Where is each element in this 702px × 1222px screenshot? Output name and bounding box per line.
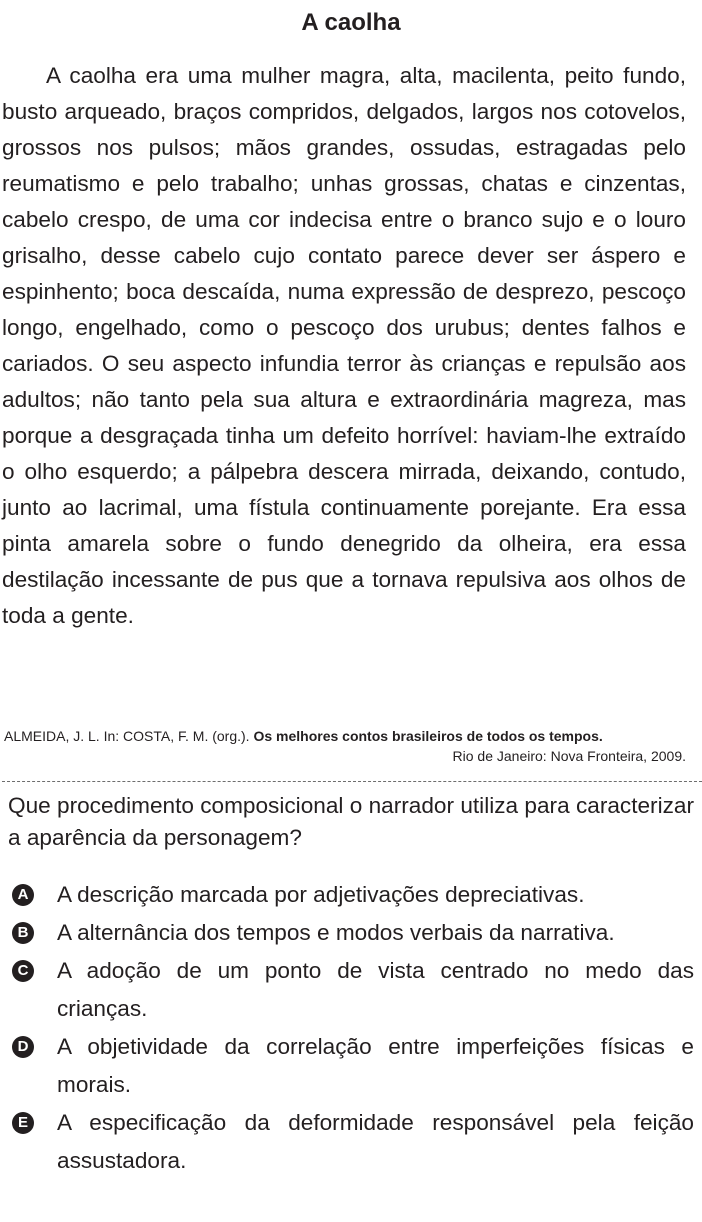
- question-text: Que procedimento composicional o narrador utiliza para caracterizar a aparência da personagem?: [8, 793, 694, 850]
- option-text: A descrição marcada por adjetivações depreciativas.: [57, 882, 585, 907]
- source-book-title: Os melhores contos brasileiros de todos os tempos.: [253, 728, 603, 744]
- source-citation: [4, 726, 686, 766]
- option-letter-badge: E: [12, 1112, 34, 1134]
- option-letter-badge: D: [12, 1036, 34, 1058]
- option-e[interactable]: [12, 1104, 694, 1180]
- dashed-divider: [2, 781, 702, 782]
- option-text: A especificação da deformidade responsável pela feição assustadora.: [57, 1110, 694, 1173]
- source-publisher: Rio de Janeiro: Nova Fronteira, 2009.: [452, 748, 686, 764]
- answer-options: [12, 876, 694, 1180]
- passage-title: A caolha: [301, 9, 401, 36]
- option-c[interactable]: [12, 952, 694, 1028]
- option-text: A alternância dos tempos e modos verbais da narrativa.: [57, 920, 615, 945]
- option-text: A adoção de um ponto de vista centrado no medo das crianças.: [57, 958, 694, 1021]
- option-b[interactable]: [12, 914, 694, 952]
- option-letter-badge: A: [12, 884, 34, 906]
- option-letter-badge: C: [12, 960, 34, 982]
- option-a[interactable]: [12, 876, 694, 914]
- option-d[interactable]: [12, 1028, 694, 1104]
- source-prefix: ALMEIDA, J. L. In: COSTA, F. M. (org.).: [4, 728, 254, 744]
- option-text: A objetividade da correlação entre imperfeições físicas e morais.: [57, 1034, 694, 1097]
- passage-text: A caolha era uma mulher magra, alta, macilenta, peito fundo, busto arqueado, braços compridos, delgados, largos nos cotovelos, grossos nos pulsos; mãos grandes, ossudas, estragadas pelo reumatismo e pelo trabalho; unhas grossas, chatas e cinzentas, cabelo crespo, de uma cor indecisa entre o branco sujo e o louro grisalho, desse cabelo cujo contato parece dever ser áspero e espinhento; boca descaída, numa expressão de desprezo, pescoço longo, engelhado, como o pescoço dos urubus; dentes falhos e cariados. O seu aspecto infundia terror às crianças e repulsão aos adultos; não tanto pela sua altura e extraordinária magreza, mas porque a desgraçada tinha um defeito horrível: haviam-lhe extraído o olho esquerdo; a pálpebra descera mirrada, deixando, contudo, junto ao lacrimal, uma fístula continuamente porejante. Era essa pinta amarela sobre o fundo denegrido da olheira, era essa destilação incessante de pus que a tornava repulsiva aos olhos de toda a gente.: [2, 63, 686, 628]
- option-letter-badge: B: [12, 922, 34, 944]
